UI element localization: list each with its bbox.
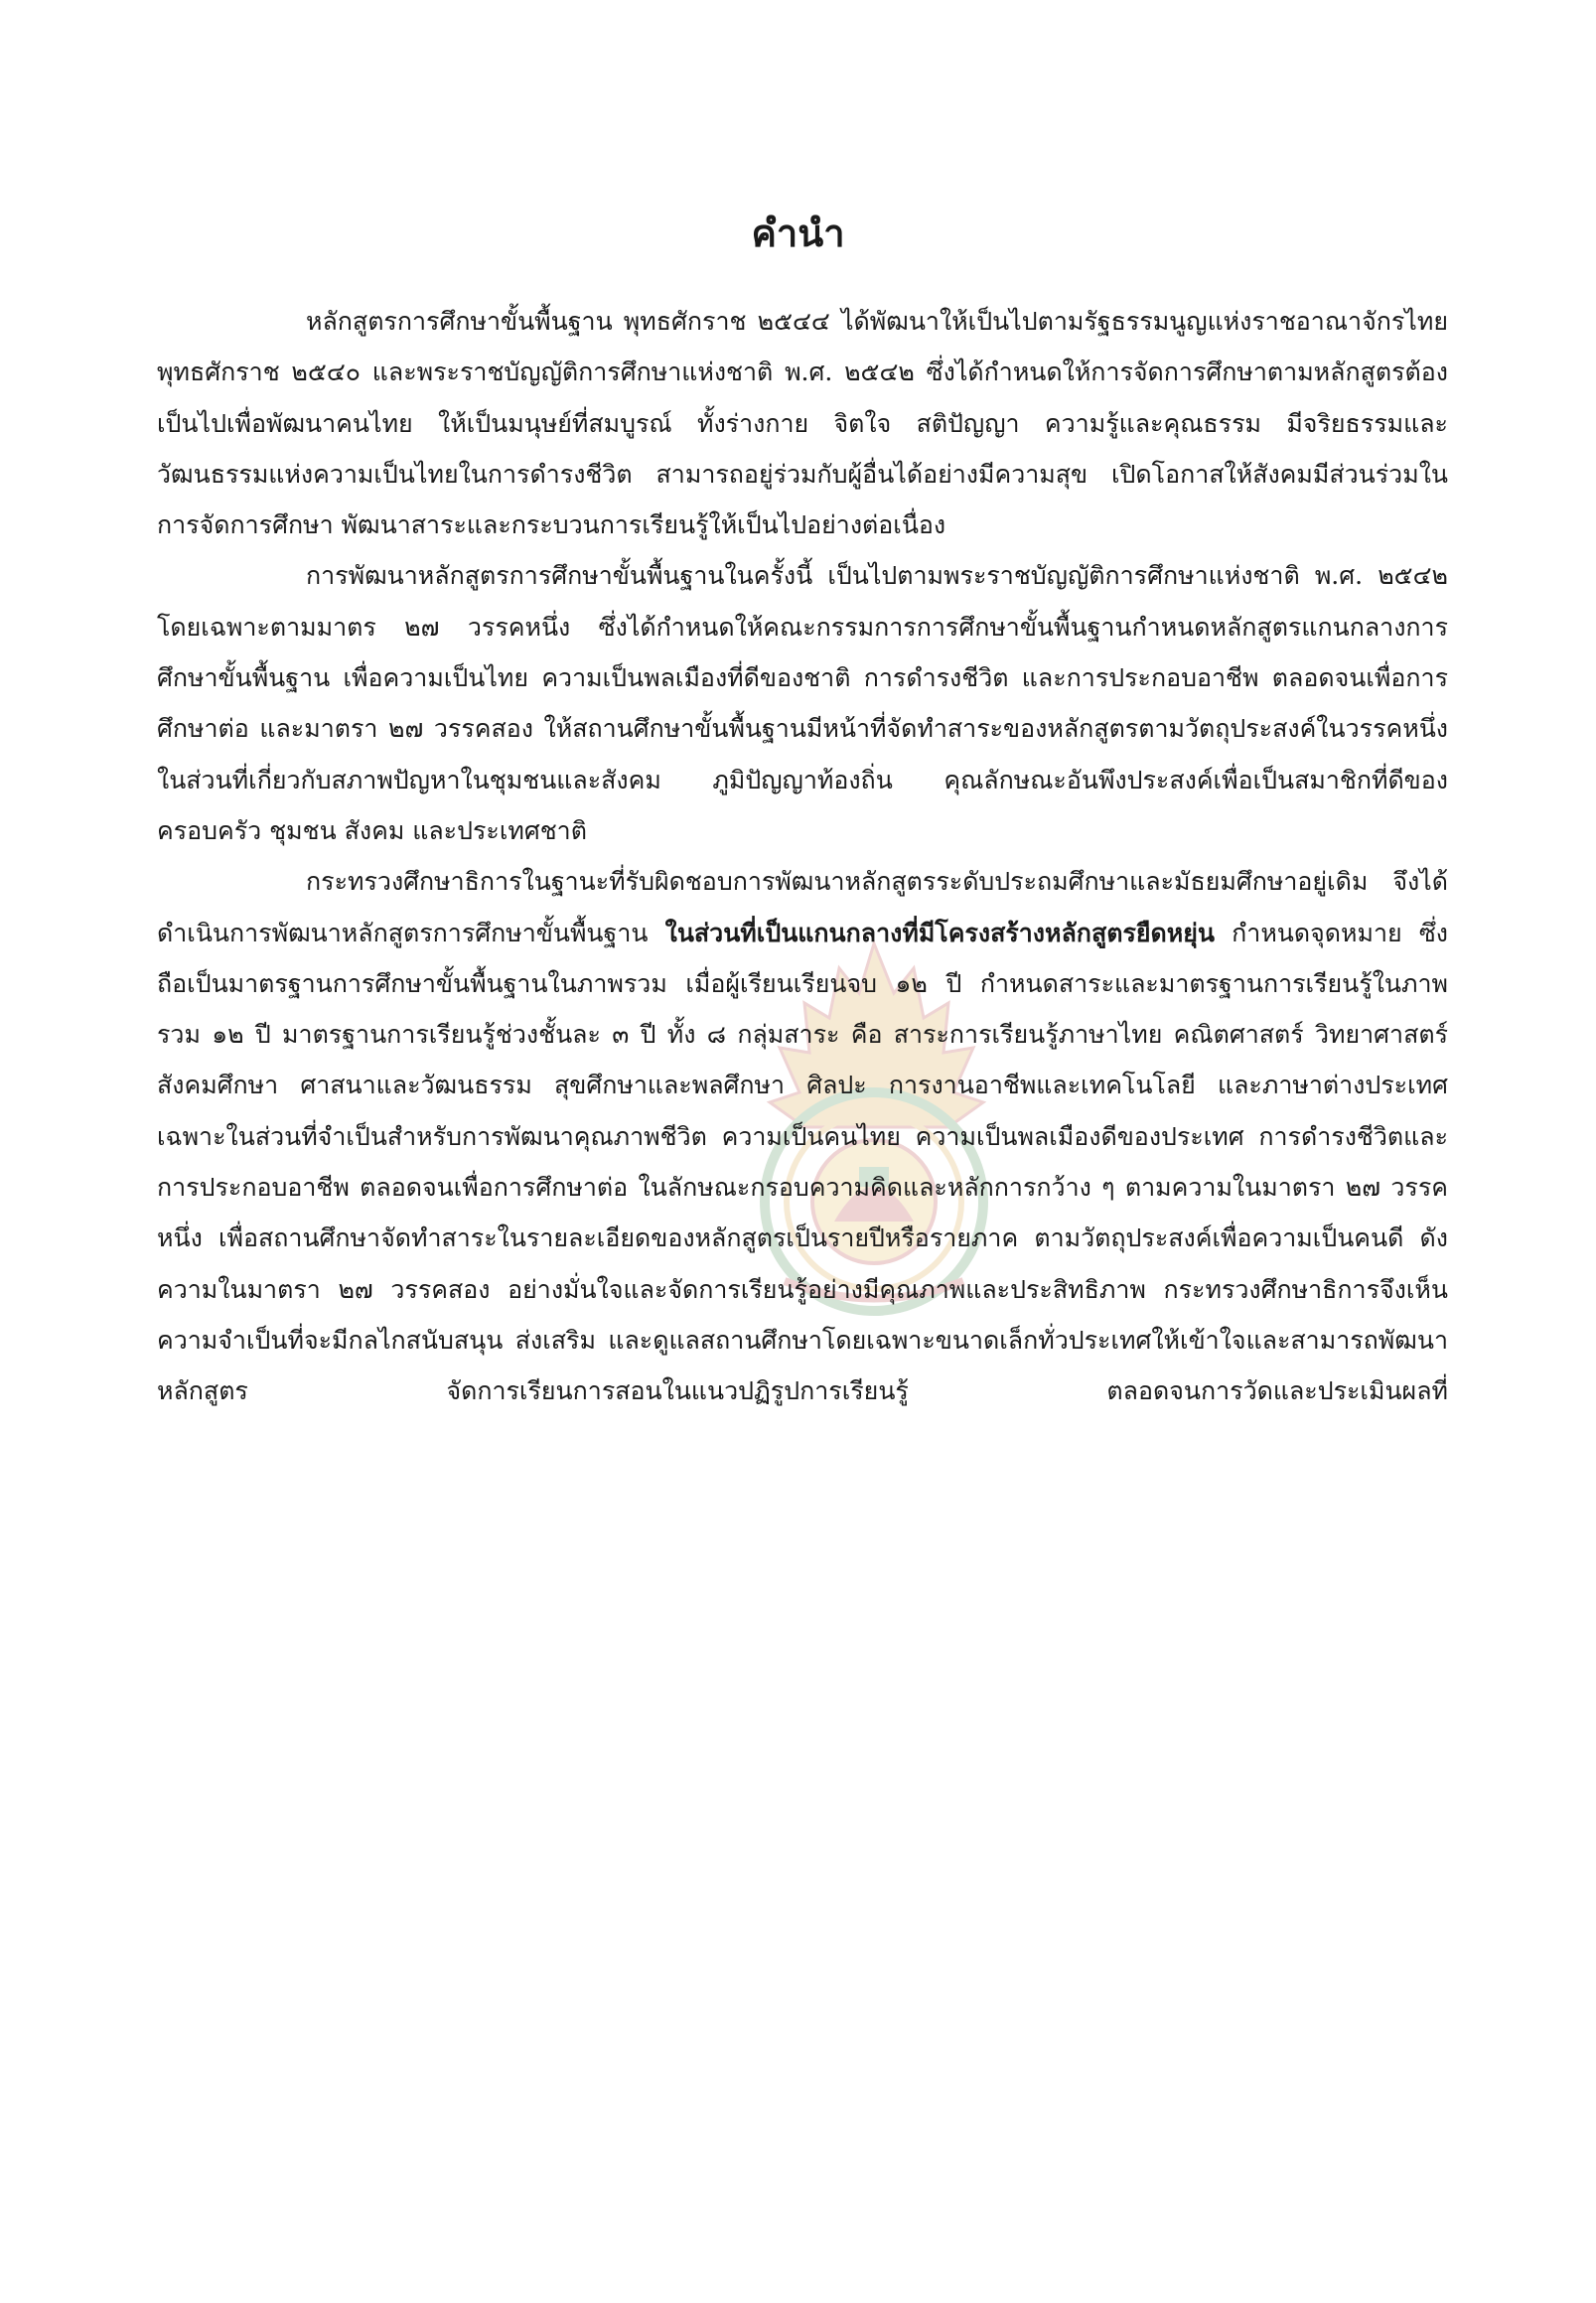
paragraph-1: หลักสูตรการศึกษาขั้นพื้นฐาน พุทธศักราช ๒๕๔๔ ได้พัฒนาให้เป็นไปตามรัฐธรรมนูญแห่งราชอาณาจักรไทย พุทธศักราช ๒๕๔๐ และพระราชบัญญัติการศึกษาแห่งชาติ พ.ศ. ๒๕๔๒ ซึ่งได้กำหนดให้การจัดการศึกษาตามหลักสูตรต้องเป็นไปเพื่อพัฒนาคนไทย ให้เป็นมนุษย์ที่สมบูรณ์ ทั้งร่างกาย จิตใจ สติปัญญา ความรู้และคุณธรรม มีจริยธรรมและวัฒนธรรมแห่งความเป็นไทยในการดำรงชีวิต สามารถอยู่ร่วมกับผู้อื่นได้อย่างมีความสุข เปิดโอกาสให้สังคมมีส่วนร่วมในการจัดการศึกษา พัฒนาสาระและกระบวนการเรียนรู้ให้เป็นไปอย่างต่อเนื่อง: [157, 307, 1448, 540]
paragraph-3-text-after: กำหนดจุดหมาย ซึ่งถือเป็นมาตรฐานการศึกษาขั้นพื้นฐานในภาพรวม เมื่อผู้เรียนเรียนจบ ๑๒ ปี กำหนดสาระและมาตรฐานการเรียนรู้ในภาพรวม ๑๒ ปี มาตรฐานการเรียนรู้ช่วงชั้นละ ๓ ปี ทั้ง ๘ กลุ่มสาระ คือ สาระการเรียนรู้ภาษาไทย คณิตศาสตร์ วิทยาศาสตร์ สังคมศึกษา ศาสนาและวัฒนธรรม สุขศึกษาและพลศึกษา ศิลปะ การงานอาชีพและเทคโนโลยี และภาษาต่างประเทศ เฉพาะในส่วนที่จำเป็นสำหรับการพัฒนาคุณภาพชีวิต ความเป็นคนไทย ความเป็นพลเมืองดีของประเทศ การดำรงชีวิตและการประกอบอาชีพ ตลอดจนเพื่อการศึกษาต่อ ในลักษณะกรอบความคิดและหลักการกว้าง ๆ ตามความในมาตรา ๒๗ วรรคหนึ่ง เพื่อสถานศึกษาจัดทำสาระในรายละเอียดของหลักสูตรเป็นรายปีหรือรายภาค ตามวัตถุประสงค์เพื่อความเป็นคนดี ดังความในมาตรา ๒๗ วรรคสอง อย่างมั่นใจและจัดการเรียนรู้อย่างมีคุณภาพและประสิทธิภาพ กระทรวงศึกษาธิการจึงเห็นความจำเป็นที่จะมีกลไกสนับสนุน ส่งเสริม และดูแลสถานศึกษาโดยเฉพาะขนาดเล็กทั่วประเทศให้เข้าใจและสามารถพัฒนาหลักสูตร จัดการเรียนการสอนในแนวปฏิรูปการเรียนรู้ ตลอดจนการวัดและประเมินผลที่: [157, 918, 1448, 1406]
document-body: [157, 296, 1448, 1417]
paragraph-3: [157, 856, 1448, 1416]
paragraph-2: การพัฒนาหลักสูตรการศึกษาขั้นพื้นฐานในครั้งนี้ เป็นไปตามพระราชบัญญัติการศึกษาแห่งชาติ พ.ศ. ๒๕๔๒ โดยเฉพาะตามมาตร ๒๗ วรรคหนึ่ง ซึ่งได้กำหนดให้คณะกรรมการการศึกษาขั้นพื้นฐานกำหนดหลักสูตรแกนกลางการศึกษาขั้นพื้นฐาน เพื่อความเป็นไทย ความเป็นพลเมืองที่ดีของชาติ การดำรงชีวิต และการประกอบอาชีพ ตลอดจนเพื่อการศึกษาต่อ และมาตรา ๒๗ วรรคสอง ให้สถานศึกษาขั้นพื้นฐานมีหน้าที่จัดทำสาระของหลักสูตรตามวัตถุประสงค์ในวรรคหนึ่งในส่วนที่เกี่ยวกับสภาพปัญหาในชุมชนและสังคม ภูมิปัญญาท้องถิ่น คุณลักษณะอันพึงประสงค์เพื่อเป็นสมาชิกที่ดีของครอบครัว ชุมชน สังคม และประเทศชาติ: [157, 561, 1448, 845]
paragraph-3-text-before: กระทรวงศึกษาธิการในฐานะที่รับผิดชอบการพัฒนาหลักสูตรระดับประถมศึกษาและมัธยมศึกษาอยู่เดิม จึงได้ดำเนินการพัฒนาหลักสูตรการศึกษาขั้นพื้นฐาน: [157, 867, 1448, 947]
document-title: คำนำ: [751, 211, 845, 255]
paragraph-3-bold-text: ในส่วนที่เป็นแกนกลางที่มีโครงสร้างหลักสูตรยืดหยุ่น: [664, 918, 1215, 947]
